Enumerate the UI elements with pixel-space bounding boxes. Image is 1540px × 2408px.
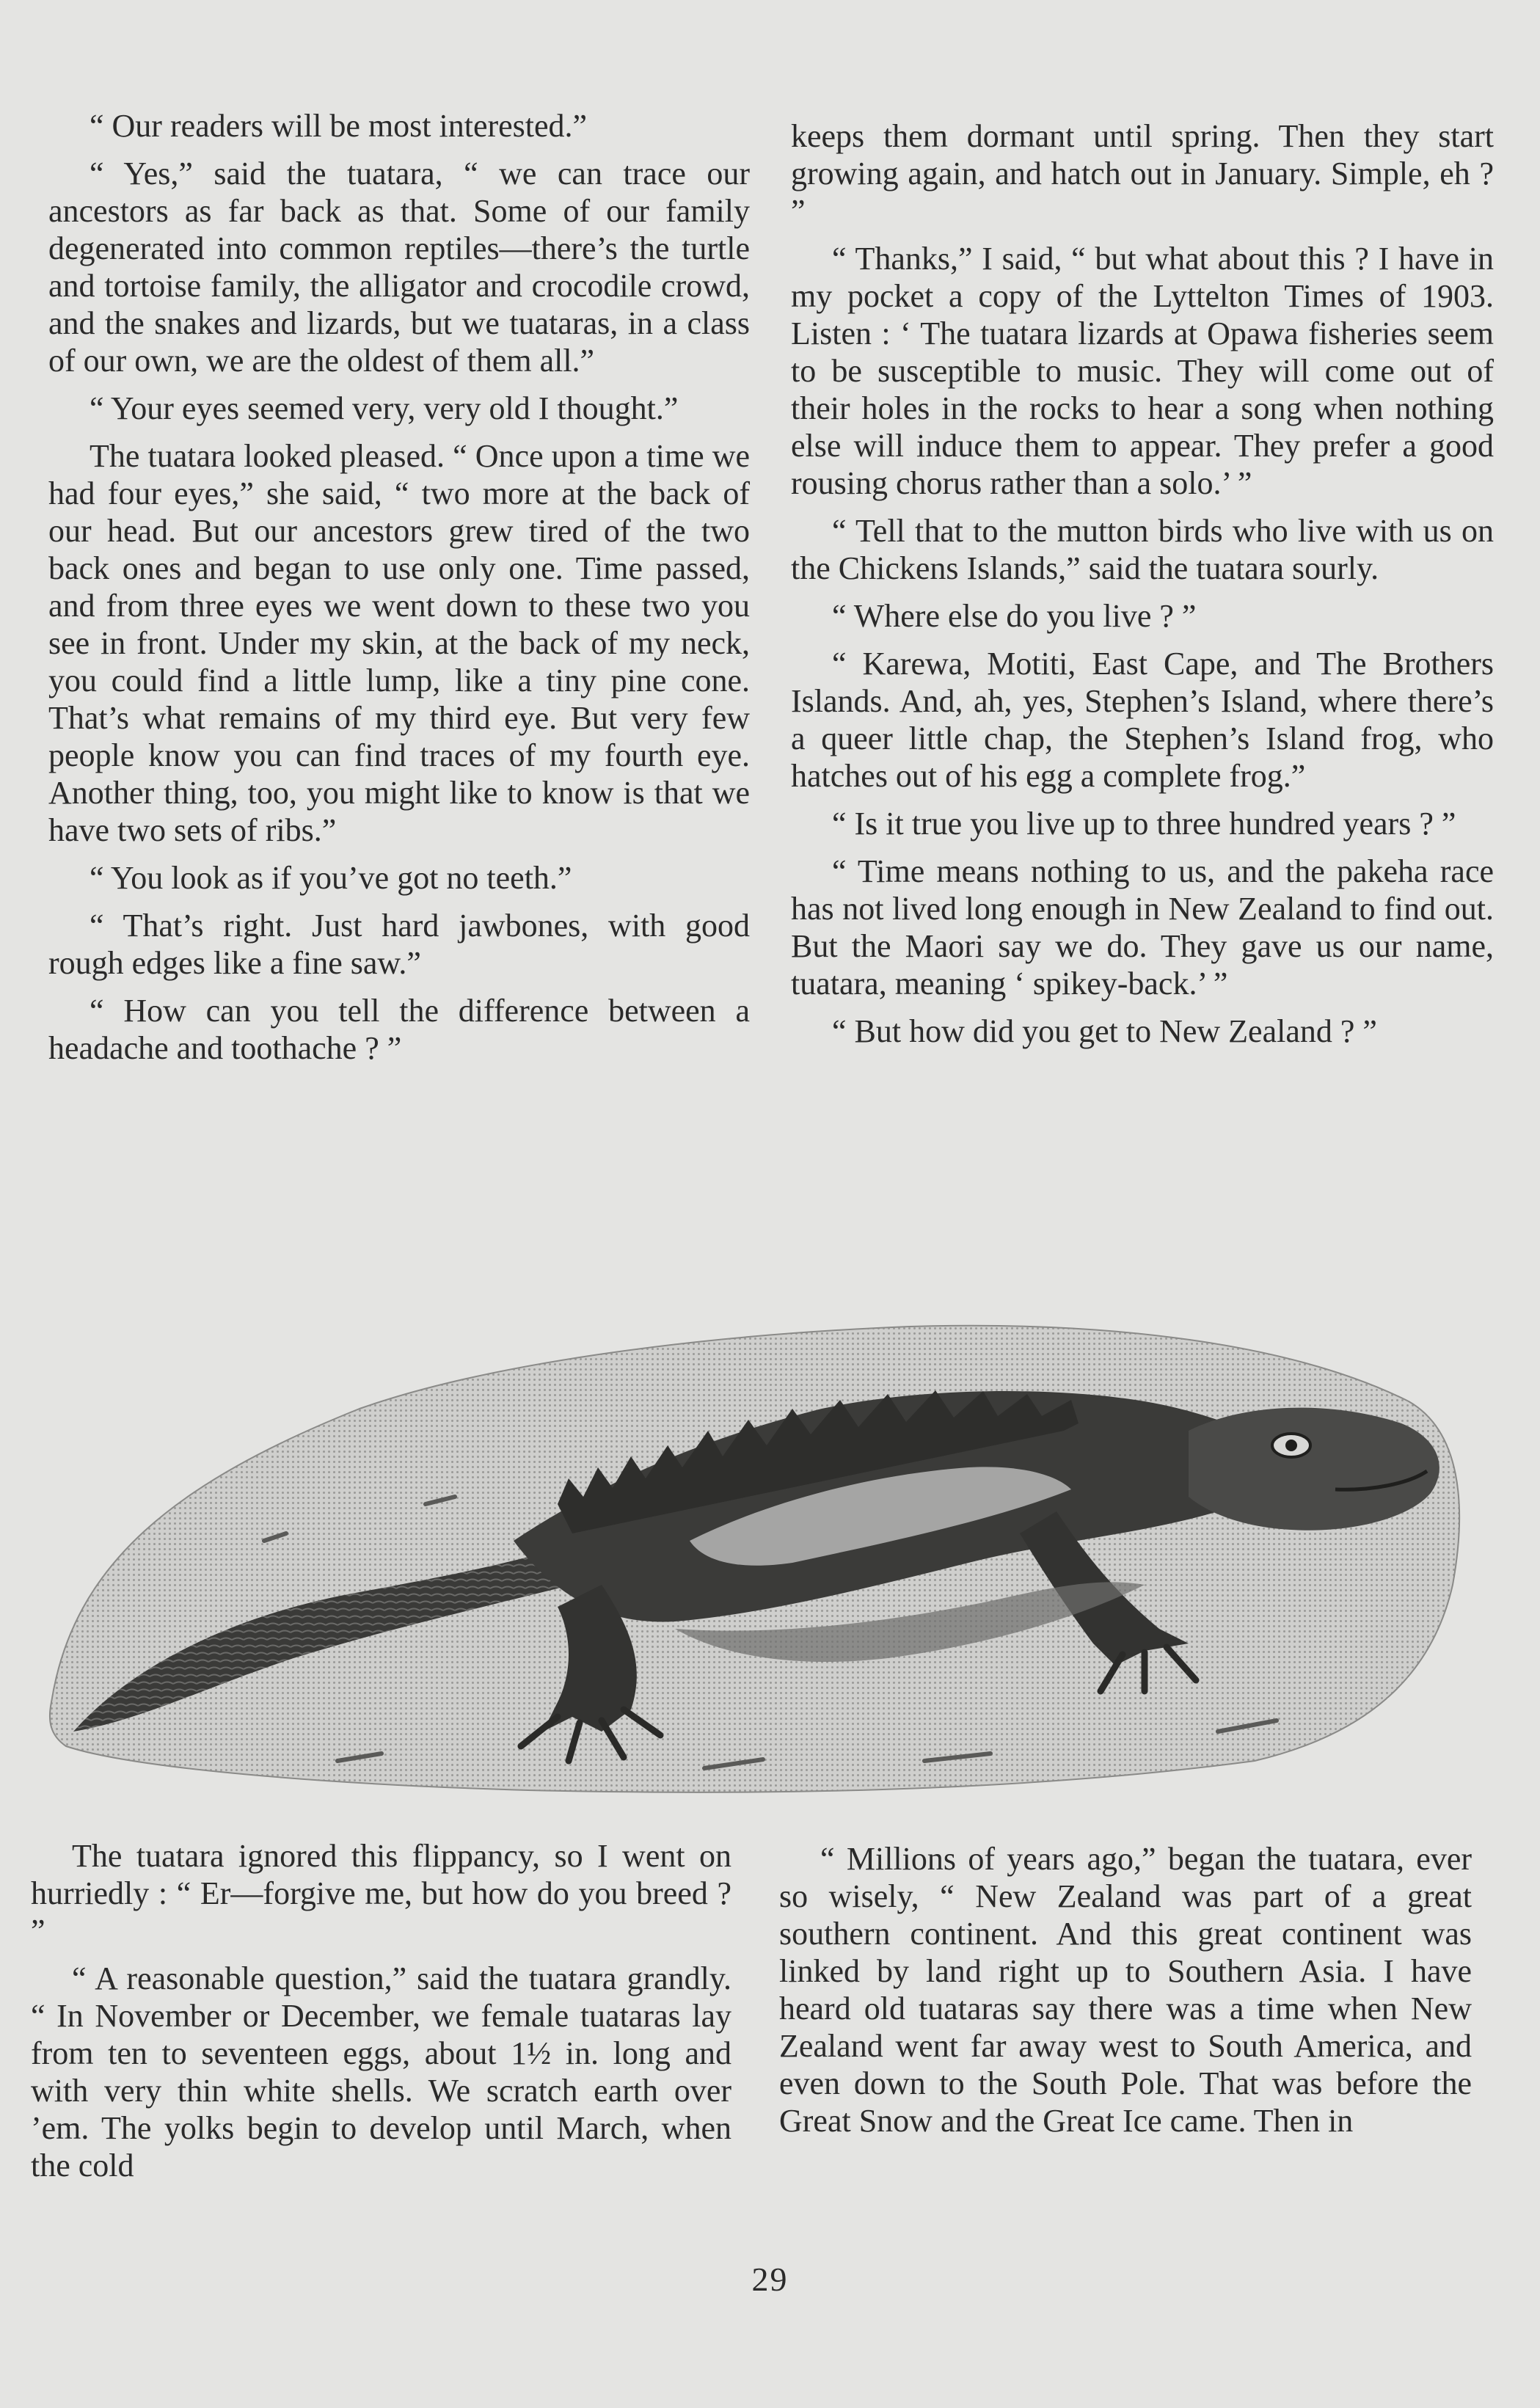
paragraph: The tuatara looked pleased. “ Once upon a time we had four eyes,” she said, “ two more at the back of our head. But our ancestors grew tired of the two back ones and began to use only one. Time passed, and from three eyes we went down to these two you see in front. Under my skin, at the back of my neck, you could find a little lump, like a tiny pine cone. That’s what remains of my third eye. But very few people know you can find traces of my fourth eye. Another thing, too, you might like to know is that we have two sets of ribs.” — [48, 438, 750, 848]
paragraph: “ That’s right. Just hard jawbones, with good rough edges like a fine saw.” — [48, 908, 750, 981]
paragraph: “ Thanks,” I said, “ but what about this ? I have in my pocket a copy of the Lyttelton Times of 1903. Listen : ‘ The tuatara lizards at Opawa fisheries seem to be susceptible to music. They will come out of their holes in the rocks to hear a song when nothing else will induce them to appear. They prefer a good rousing chorus rather than a solo.’ ” — [791, 241, 1494, 501]
text-column-top-right — [791, 117, 1494, 1060]
paragraph: “ You look as if you’ve got no teeth.” — [90, 860, 572, 896]
page-number: 29 — [751, 2261, 789, 2298]
text-column-bottom-right — [779, 1840, 1472, 2150]
paragraph: keeps them dormant until spring. Then they start growing again, and hatch out in January. Simple, eh ? ” — [791, 118, 1494, 229]
tuatara-head — [1189, 1408, 1439, 1530]
paragraph: “ Karewa, Motiti, East Cape, and The Brothers Islands. And, ah, yes, Stephen’s Island, where there’s a queer little chap, the Stephen’s Island frog, who hatches out of his egg a complete frog.” — [791, 646, 1494, 794]
paragraph: “ Your eyes seemed very, very old I thought.” — [90, 390, 679, 426]
paragraph: “ Time means nothing to us, and the pakeha race has not lived long enough in New Zealand to find out. But the Maori say we do. They gave us our name, tuatara, meaning ‘ spikey-back.’ ” — [791, 853, 1494, 1001]
paragraph: “ Yes,” said the tuatara, “ we can trace our ancestors as far back as that. Some of our family degenerated into common reptiles—there’s the turtle and tortoise family, the alligator and crocodile crowd, and the snakes and lizards, but we tuataras, in a class of our own, we are the oldest of them all.” — [48, 156, 750, 379]
paragraph: “ A reasonable question,” said the tuatara grandly. “ In November or December, we female tuataras lay from ten to seventeen eggs, about 1½ in. long and with very thin white shells. We scratch earth over ’em. The yolks begin to develop until March, when the cold — [31, 1960, 731, 2183]
paragraph: “ Is it true you live up to three hundred years ? ” — [832, 806, 1456, 842]
paragraph: “ How can you tell the difference between a headache and toothache ? ” — [48, 993, 750, 1066]
paragraph: The tuatara ignored this flippancy, so I went on hurriedly : “ Er—forgive me, but how do you breed ? ” — [31, 1838, 731, 1949]
tuatara-illustration — [44, 1321, 1467, 1798]
paragraph: “ Where else do you live ? ” — [832, 598, 1197, 634]
text-column-bottom-left — [31, 1837, 731, 2194]
paragraph: “ But how did you get to New Zealand ? ” — [832, 1013, 1377, 1049]
text-column-top-left — [48, 107, 750, 1077]
paragraph: “ Tell that to the mutton birds who live with us on the Chickens Islands,” said the tuatara sourly. — [791, 513, 1494, 586]
paragraph: “ Millions of years ago,” began the tuatara, ever so wisely, “ New Zealand was part of a great southern continent. And this great continent was linked by land right up to Southern Asia. I have heard old tuataras say there was a time when New Zealand went far away west to South America, and even down to the South Pole. That was before the Great Snow and the Great Ice came. Then in — [779, 1841, 1472, 2139]
paragraph: “ Our readers will be most interested.” — [90, 108, 588, 144]
